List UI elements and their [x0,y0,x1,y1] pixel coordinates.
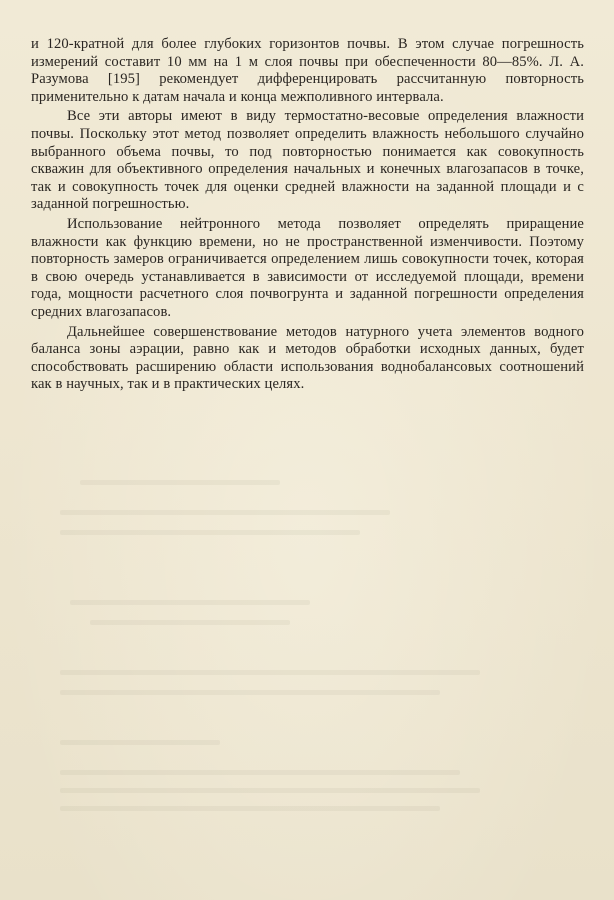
paragraph-2: Все эти авторы имеют в виду термостатно-весовые определения влажности почвы. Поскольку этот метод позволяет определить влажность небольшого случайно выбранного объема почвы, то под повторностью понимается как совокупность скважин для объективного определения начальных и конечных влагозапасов в точке, так и совокупность точек для оценки средней влажности на заданной площади и с заданной погрешностью. [31,108,584,213]
paragraph-1: и 120-кратной для более глубоких горизонтов почвы. В этом случае погрешность измерений составит 10 мм на 1 м слоя почвы при обеспеченности 80—85%. Л. А. Разумова [195] рекомендует дифференцировать рассчитанную повторность применительно к датам начала и конца межполивного интервала. [31,36,584,105]
paragraph-3: Использование нейтронного метода позволяет определять приращение влажности как функцию времени, но не пространственной изменчивости. Поэтому повторность замеров ограничивается определением лишь совокупности точек, которая в свою очередь устанавливается в зависимости от исследуемой площади, времени года, мощности расчетного слоя почвогрунта и заданной погрешности определения средних влагозапасов. [31,215,584,320]
body-text [31,36,584,394]
paragraph-4: Дальнейшее совершенствование методов натурного учета элементов водного баланса зоны аэрации, равно как и методов обработки исходных данных, будет способствовать расширению области использования воднобалансовых соотношений как в научных, так и в практических целях. [31,323,584,393]
reverse-side-show-through [60,470,580,870]
